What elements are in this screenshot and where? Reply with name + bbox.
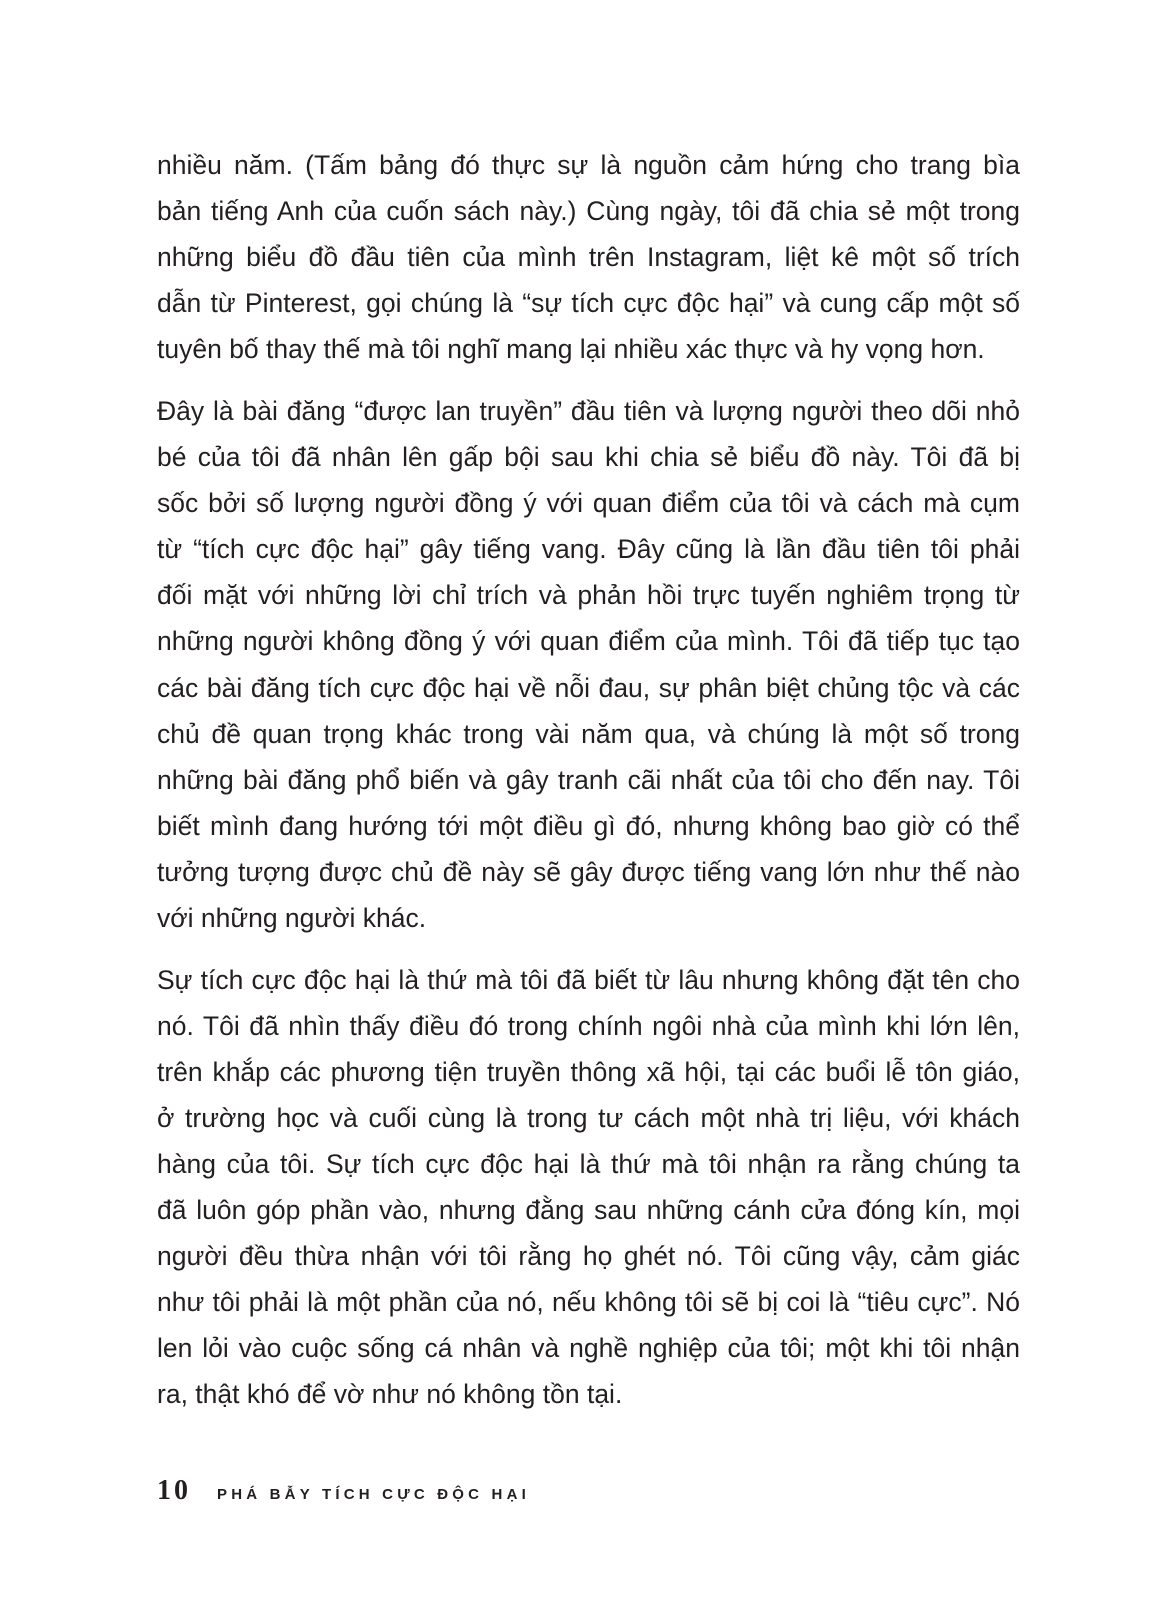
text-line: từ “tích cực độc hại” gây tiếng vang. Đây cũng là lần đầu tiên tôi phải (157, 534, 1020, 565)
text-line: bé của tôi đã nhân lên gấp bội sau khi chia sẻ biểu đồ này. Tôi đã bị (157, 442, 1020, 473)
page-footer (157, 1475, 530, 1515)
page-number: 10 (157, 1475, 191, 1506)
paragraph (157, 142, 1020, 372)
text-line: các bài đăng tích cực độc hại về nỗi đau, sự phân biệt chủng tộc và các (157, 672, 1020, 703)
text-line: nhiều năm. (Tấm bảng đó thực sự là nguồn cảm hứng cho trang bìa (157, 150, 1020, 180)
text-line: sốc bởi số lượng người đồng ý với quan điểm của tôi và cách mà cụm (157, 488, 1020, 519)
text-line: dẫn từ Pinterest, gọi chúng là “sự tích cực độc hại” và cung cấp một số (157, 288, 1020, 319)
paragraph (157, 957, 1020, 1418)
paragraph (157, 388, 1020, 941)
text-line: những biểu đồ đầu tiên của mình trên Instagram, liệt kê một số trích (157, 242, 1020, 273)
text-line: ra, thật khó để vờ như nó không tồn tại. (157, 1379, 623, 1410)
body-text (157, 142, 1020, 1433)
text-line: trên khắp các phương tiện truyền thông xã hội, tại các buổi lễ tôn giáo, (157, 1056, 1020, 1087)
text-line: đối mặt với những lời chỉ trích và phản hồi trực tuyến nghiêm trọng từ (157, 580, 1020, 611)
text-line: như tôi phải là một phần của nó, nếu không tôi sẽ bị coi là “tiêu cực”. Nó (157, 1287, 1020, 1318)
text-line: hàng của tôi. Sự tích cực độc hại là thứ mà tôi nhận ra rằng chúng ta (157, 1148, 1020, 1179)
text-line: tưởng tượng được chủ đề này sẽ gây được tiếng vang lớn như thế nào (157, 856, 1020, 887)
text-line: biết mình đang hướng tới một điều gì đó, nhưng không bao giờ có thể (157, 810, 1020, 841)
text-line: chủ đề quan trọng khác trong vài năm qua, và chúng là một số trong (157, 718, 1020, 749)
text-line: ở trường học và cuối cùng là trong tư cách một nhà trị liệu, với khách (157, 1102, 1020, 1133)
text-line: len lỏi vào cuộc sống cá nhân và nghề nghiệp của tôi; một khi tôi nhận (157, 1333, 1020, 1364)
text-line: tuyên bố thay thế mà tôi nghĩ mang lại nhiều xác thực và hy vọng hơn. (157, 334, 985, 365)
text-line: bản tiếng Anh của cuốn sách này.) Cùng ngày, tôi đã chia sẻ một trong (157, 196, 1020, 227)
running-title: PHÁ BẪY TÍCH CỰC ĐỘC HẠI (217, 1486, 530, 1503)
text-line: nó. Tôi đã nhìn thấy điều đó trong chính ngôi nhà của mình khi lớn lên, (157, 1010, 1020, 1041)
text-line: Đây là bài đăng “được lan truyền” đầu tiên và lượng người theo dõi nhỏ (157, 395, 1020, 426)
text-line: Sự tích cực độc hại là thứ mà tôi đã biết từ lâu nhưng không đặt tên cho (157, 964, 1020, 995)
text-line: những bài đăng phổ biến và gây tranh cãi nhất của tôi cho đến nay. Tôi (157, 764, 1020, 795)
text-line: với những người khác. (157, 903, 427, 933)
text-line: người đều thừa nhận với tôi rằng họ ghét nó. Tôi cũng vậy, cảm giác (157, 1241, 1020, 1272)
text-line: những người không đồng ý với quan điểm của mình. Tôi đã tiếp tục tạo (157, 626, 1020, 657)
text-line: đã luôn góp phần vào, nhưng đằng sau những cánh cửa đóng kín, mọi (157, 1195, 1020, 1226)
